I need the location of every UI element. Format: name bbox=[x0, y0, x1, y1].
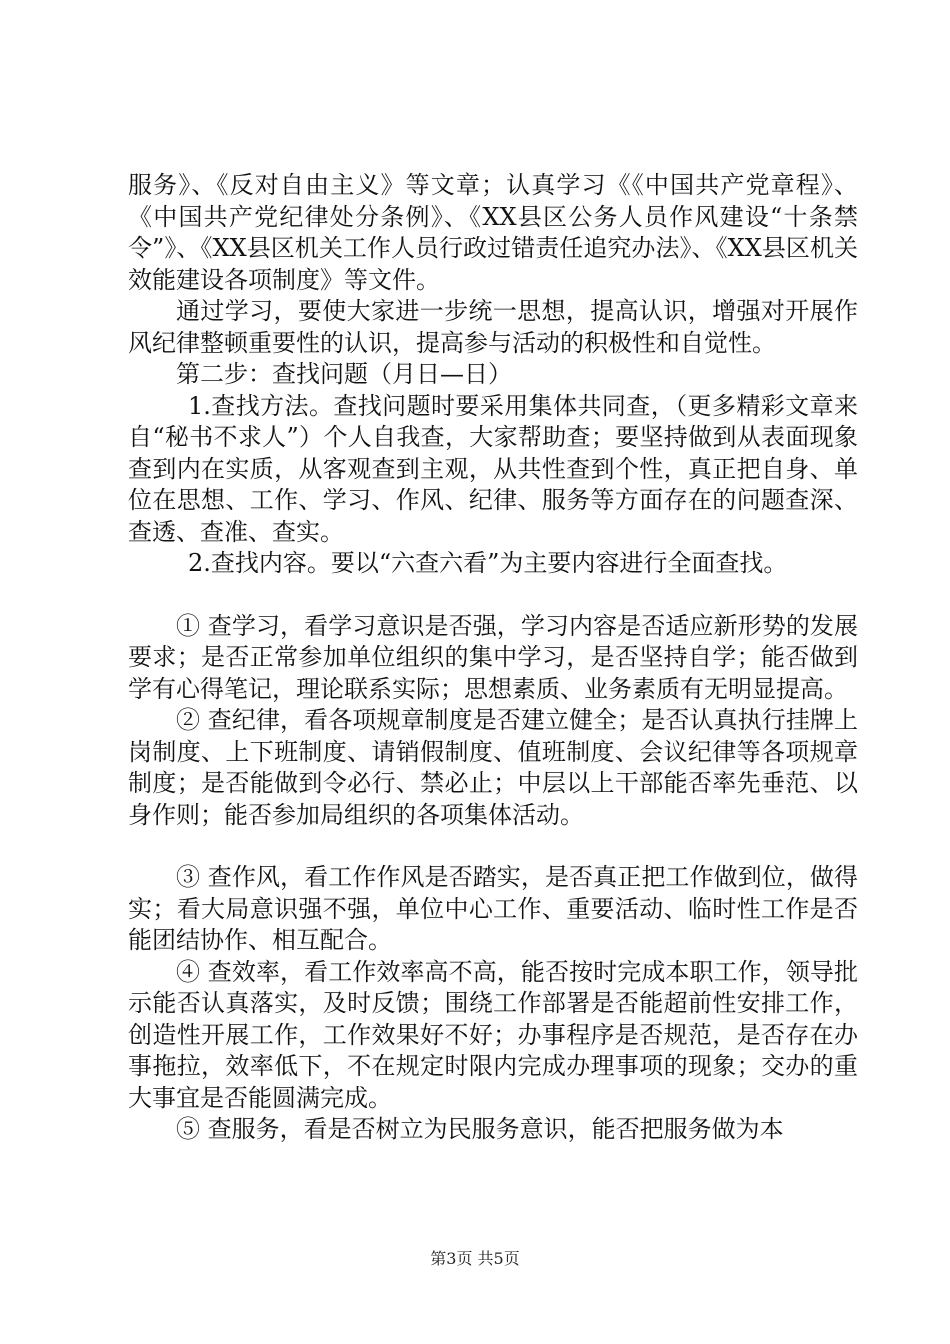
paragraph-study-goal: 通过学习，要使大家进一步统一思想，提高认识，增强对开展作风纪律整顿重要性的认识，提高参与活动的积极性和自觉性。 bbox=[128, 297, 858, 357]
paragraph-check-discipline: ② 查纪律，看各项规章制度是否建立健全；是否认真执行挂牌上岗制度、上下班制度、请销假制度、值班制度、会议纪律等各项规章制度；是否能做到令必行、禁必止；中层以上干部能否率先垂范、以身作则；能否参加局组织的各项集体活动。 bbox=[128, 706, 858, 829]
paragraph-check-study: ① 查学习，看学习意识是否强，学习内容是否适应新形势的发展要求；是否正常参加单位组织的集中学习，是否坚持自学；能否做到学有心得笔记，理论联系实际；思想素质、业务素质有无明显提高。 bbox=[128, 611, 858, 703]
document-body bbox=[128, 170, 858, 1146]
paragraph-check-style: ③ 查作风，看工作作风是否踏实，是否真正把工作做到位，做得实；看大局意识强不强，单位中心工作、重要活动、临时性工作是否能团结协作、相互配合。 bbox=[128, 863, 858, 954]
page-number-footer: 第3页 共5页 bbox=[430, 1249, 520, 1268]
paragraph-check-efficiency: ④ 查效率，看工作效率高不高，能否按时完成本职工作，领导批示能否认真落实，及时反馈；围绕工作部署是否能超前性安排工作，创造性开展工作，工作效果好不好；办事程序是否规范，是否存在办事拖拉，效率低下，不在规定时限内完成办理事项的现象；交办的重大事宜是否能圆满完成。 bbox=[128, 957, 858, 1112]
paragraph-find-method: 1.查找方法。查找问题时要采用集体共同查，（更多精彩文章来自“秘书不求人”）个人自我查，大家帮助查；要坚持做到从表面现象查到内在实质，从客观查到主观，从共性查到个性，真正把自身、单位在思想、工作、学习、作风、纪律、服务等方面存在的问题查深、查透、查准、查实。 bbox=[128, 391, 858, 546]
paragraph-check-service: ⑤ 查服务，看是否树立为民服务意识，能否把服务做为本 bbox=[176, 1115, 784, 1143]
section-heading-step-two: 第二步：查找问题（月日—日） bbox=[176, 360, 512, 388]
paragraph-find-content: 2.查找内容。要以“六查六看”为主要内容进行全面查找。 bbox=[188, 549, 788, 577]
paragraph-study-documents: 服务》、《反对自由主义》等文章；认真学习《《中国共产党章程》、《中国共产党纪律处分条例》、《XX县区公务人员作风建设“十条禁令”》、《XX县区机关工作人员行政过错责任追究办法》、《XX县区机关效能建设各项制度》等文件。 bbox=[128, 171, 858, 294]
